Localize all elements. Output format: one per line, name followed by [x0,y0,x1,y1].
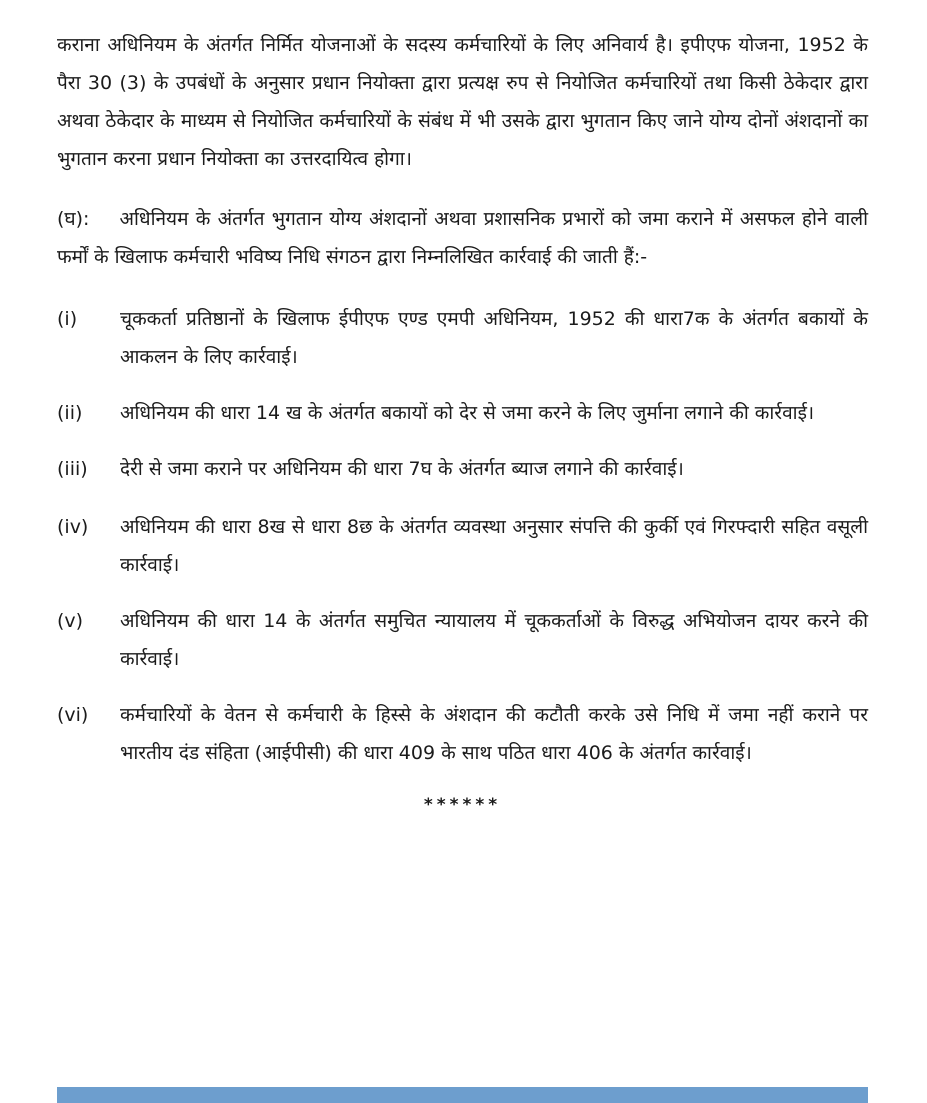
bottom-blue-bar [57,1087,868,1103]
list-item [57,394,868,432]
list-item [57,300,868,376]
list-item-text: कर्मचारियों के वेतन से कर्मचारी के हिस्से के अंशदान की कटौती करके उसे निधि में जमा नहीं कराने पर भारतीय दंड संहिता (आईपीसी) की धारा 409 के साथ पठित धारा 406 के अंतर्गत कार्रवाई। [120,704,868,764]
list-item-label: (vi) [57,704,89,726]
list-item-label: (iii) [57,458,88,480]
list-item-label: (v) [57,610,84,632]
list-item-text: अधिनियम की धारा 14 के अंतर्गत समुचित न्यायालय में चूककर्ताओं के विरुद्ध अभियोजन दायर करने की कार्रवाई। [120,610,868,670]
list-item-label: (ii) [57,402,83,424]
clause-gha-text: अधिनियम के अंतर्गत भुगतान योग्य अंशदानों अथवा प्रशासनिक प्रभारों को जमा कराने में असफल होने वाली फर्मों के खिलाफ कर्मचारी भविष्य निधि संगठन द्वारा निम्नलिखित कार्रवाई की जाती हैं:- [57,208,868,268]
list-item-text: चूककर्ता प्रतिष्ठानों के खिलाफ ईपीएफ एण्ड एमपी अधिनियम, 1952 की धारा7क के अंतर्गत बकायों के आकलन के लिए कार्रवाई। [120,308,868,368]
list-item-text: अधिनियम की धारा 8ख से धारा 8छ के अंतर्गत व्यवस्था अनुसार संपत्ति की कुर्की एवं गिरफ्दारी सहित वसूली कार्रवाई। [120,516,868,576]
list-item [57,602,868,678]
list-item [57,696,868,772]
list-item-text: देरी से जमा कराने पर अधिनियम की धारा 7घ के अंतर्गत ब्याज लगाने की कार्रवाई। [120,458,684,480]
end-marker: ****** [423,795,502,815]
list-item [57,450,868,488]
clause-gha-label: (घ): [57,208,90,230]
list-item-label: (iv) [57,516,89,538]
list-item-text: अधिनियम की धारा 14 ख के अंतर्गत बकायों को देर से जमा करने के लिए जुर्माना लगाने की कार्रवाई। [120,402,815,424]
intro-paragraph: कराना अधिनियम के अंतर्गत निर्मित योजनाओं के सदस्य कर्मचारियों के लिए अनिवार्य है। इपीएफ योजना, 1952 के पैरा 30 (3) के उपबंधों के अनुसार प्रधान नियोक्ता द्वारा प्रत्यक्ष रुप से नियोजित कर्मचारियों तथा किसी ठेकेदार द्वारा अथवा ठेकेदार के माध्यम से नियोजित कर्मचारियों के संबंध में भी उसके द्वारा भुगतान किए जाने योग्य दोनों अंशदानों का भुगतान करना प्रधान नियोक्ता का उत्तरदायित्व होगा। [57,34,868,170]
list-item [57,508,868,584]
clause-gha-paragraph [57,200,868,276]
list-item-label: (i) [57,308,78,330]
